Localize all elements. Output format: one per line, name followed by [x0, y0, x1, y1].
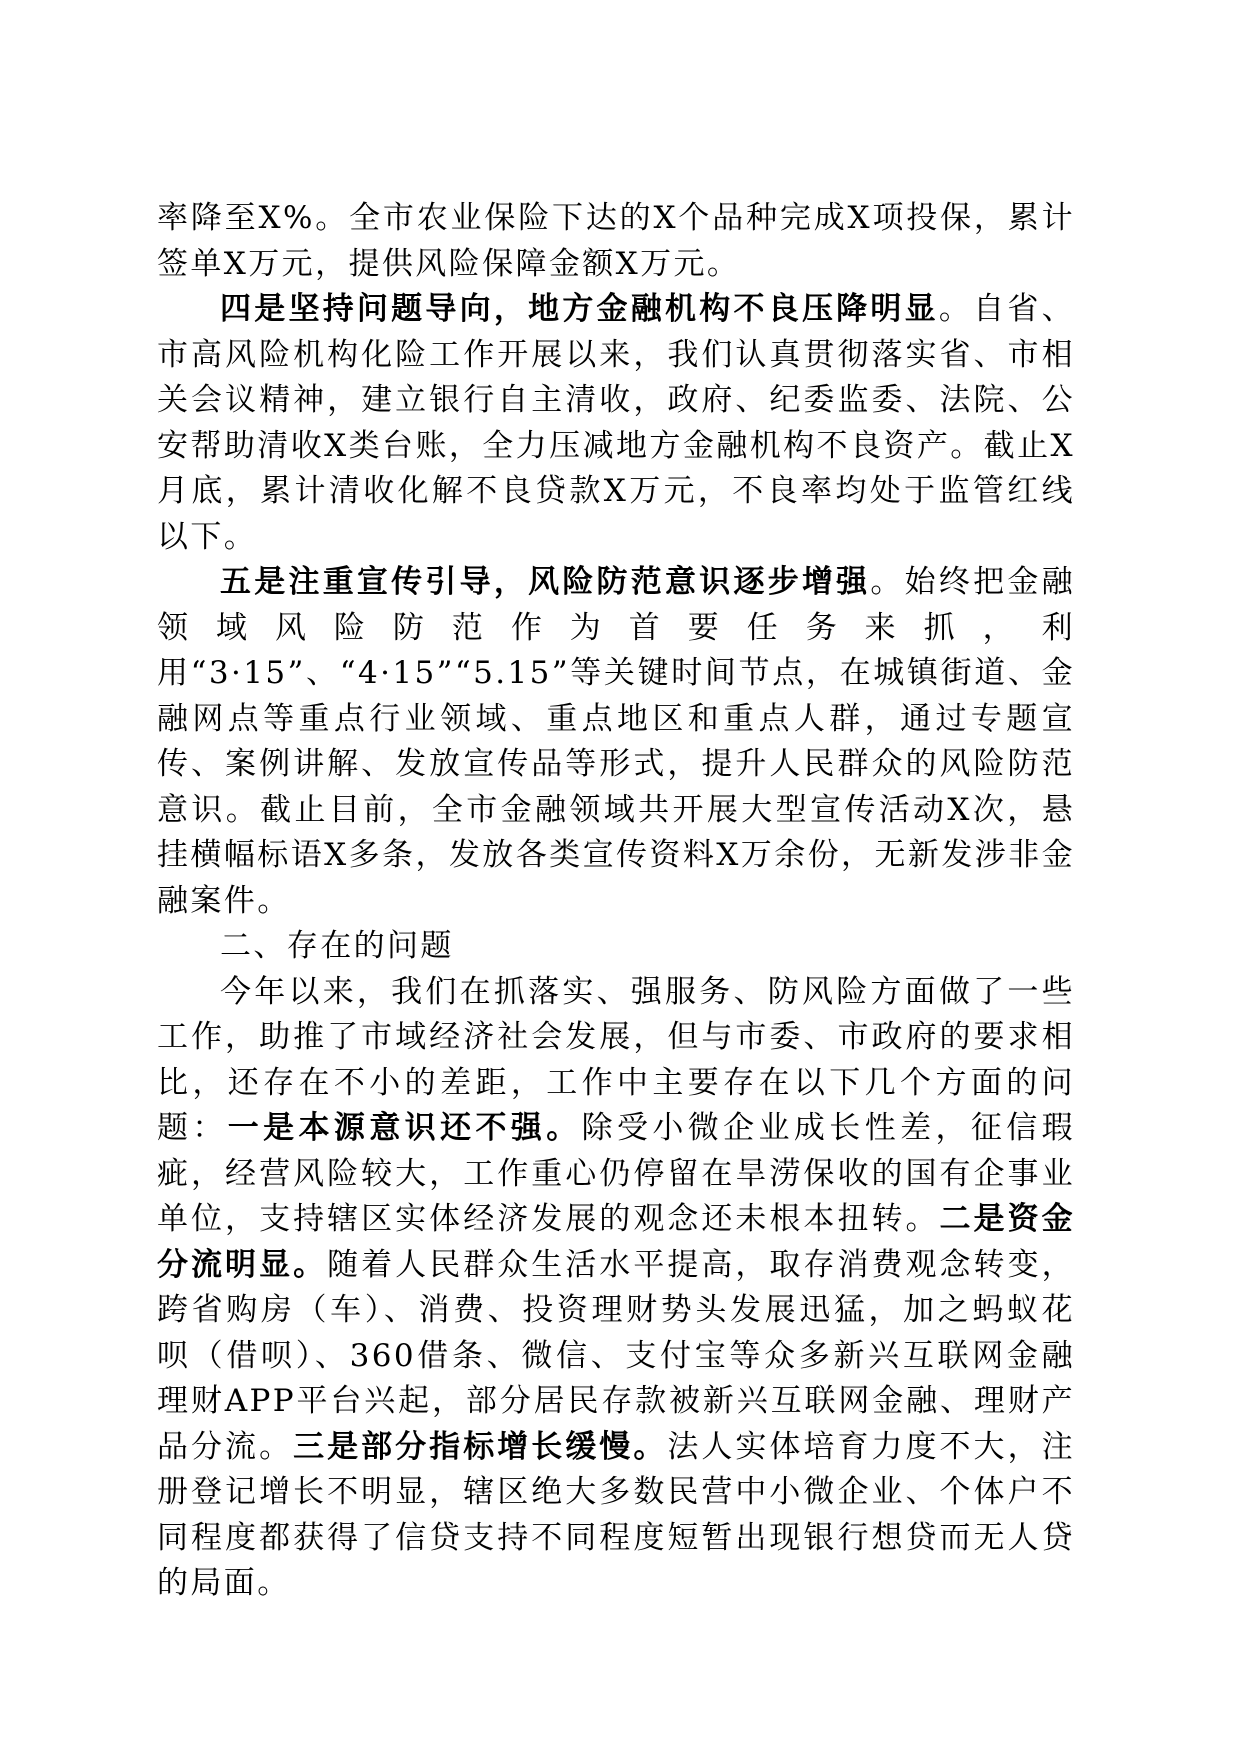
- paragraph-text: 随着人民群众生活水平提高，取存消费观念转变，跨省购房（车）、消费、投资理财势头发展迅猛，加之蚂蚁花呗（借呗）、360借条、微信、支付宝等众多新兴互联网金融理财APP平台兴起，部分居民存款被新兴互联网金融、理财产品分流。: [157, 1246, 1075, 1465]
- problem-three-title: 三是部分指标增长缓慢。: [293, 1428, 668, 1465]
- paragraph-point-four: [157, 287, 1075, 560]
- section-heading: 二、存在的问题: [220, 928, 454, 964]
- paragraph-text: 今年以来，我们在抓落实、强服务、防风险方面做了一些工作，助推了市域经济社会发展，但与市委、市政府的要求相比，还存在不小的差距，工作中主要存在以下几个方面的问题：: [157, 973, 1075, 1146]
- paragraph-lead-sentence: 五是注重宣传引导，风险防范意识逐步增强: [220, 564, 871, 600]
- paragraph-text: 率降至X%。全市农业保险下达的X个品种完成X项投保，累计签单X万元，提供风险保障金额X万元。: [157, 200, 1075, 282]
- paragraph-text: 法人实体培育力度不大，注册登记增长不明显，辖区绝大多数民营中小微企业、个体户不同程度都获得了信贷支持不同程度短暂出现银行想贷而无人贷的局面。: [157, 1428, 1075, 1601]
- problem-one-title: 一是本源意识还不强。: [227, 1110, 582, 1146]
- problem-two-title: 二是资金分流明显。: [157, 1201, 1075, 1283]
- paragraph-problems: [157, 970, 1075, 1607]
- paragraph-insurance-summary: [157, 196, 1075, 287]
- paragraph-point-five: [157, 560, 1075, 924]
- paragraph-text: 。始终把金融领域风险防范作为首要任务来抓，利用“3·15”、“4·15”“5.15”等关键时间节点，在城镇街道、金融网点等重点行业领域、重点地区和重点人群，通过专题宣传、案例讲解、发放宣传品等形式，提升人民群众的风险防范意识。截止目前，全市金融领域共开展大型宣传活动X次，悬挂横幅标语X多条，发放各类宣传资料X万余份，无新发涉非金融案件。: [157, 564, 1075, 919]
- document-body: [157, 196, 1075, 1607]
- paragraph-lead-sentence: 四是坚持问题导向，地方金融机构不良压降明显: [220, 291, 939, 327]
- paragraph-text: 。自省、市高风险机构化险工作开展以来，我们认真贯彻落实省、市相关会议精神，建立银行自主清收，政府、纪委监委、法院、公安帮助清收X类台账，全力压减地方金融机构不良资产。截止X月底，累计清收化解不良贷款X万元，不良率均处于监管红线以下。: [157, 291, 1075, 555]
- paragraph-text: 除受小微企业成长性差，征信瑕疵，经营风险较大，工作重心仍停留在旱涝保收的国有企事业单位，支持辖区实体经济发展的观念还未根本扭转。: [157, 1110, 1076, 1237]
